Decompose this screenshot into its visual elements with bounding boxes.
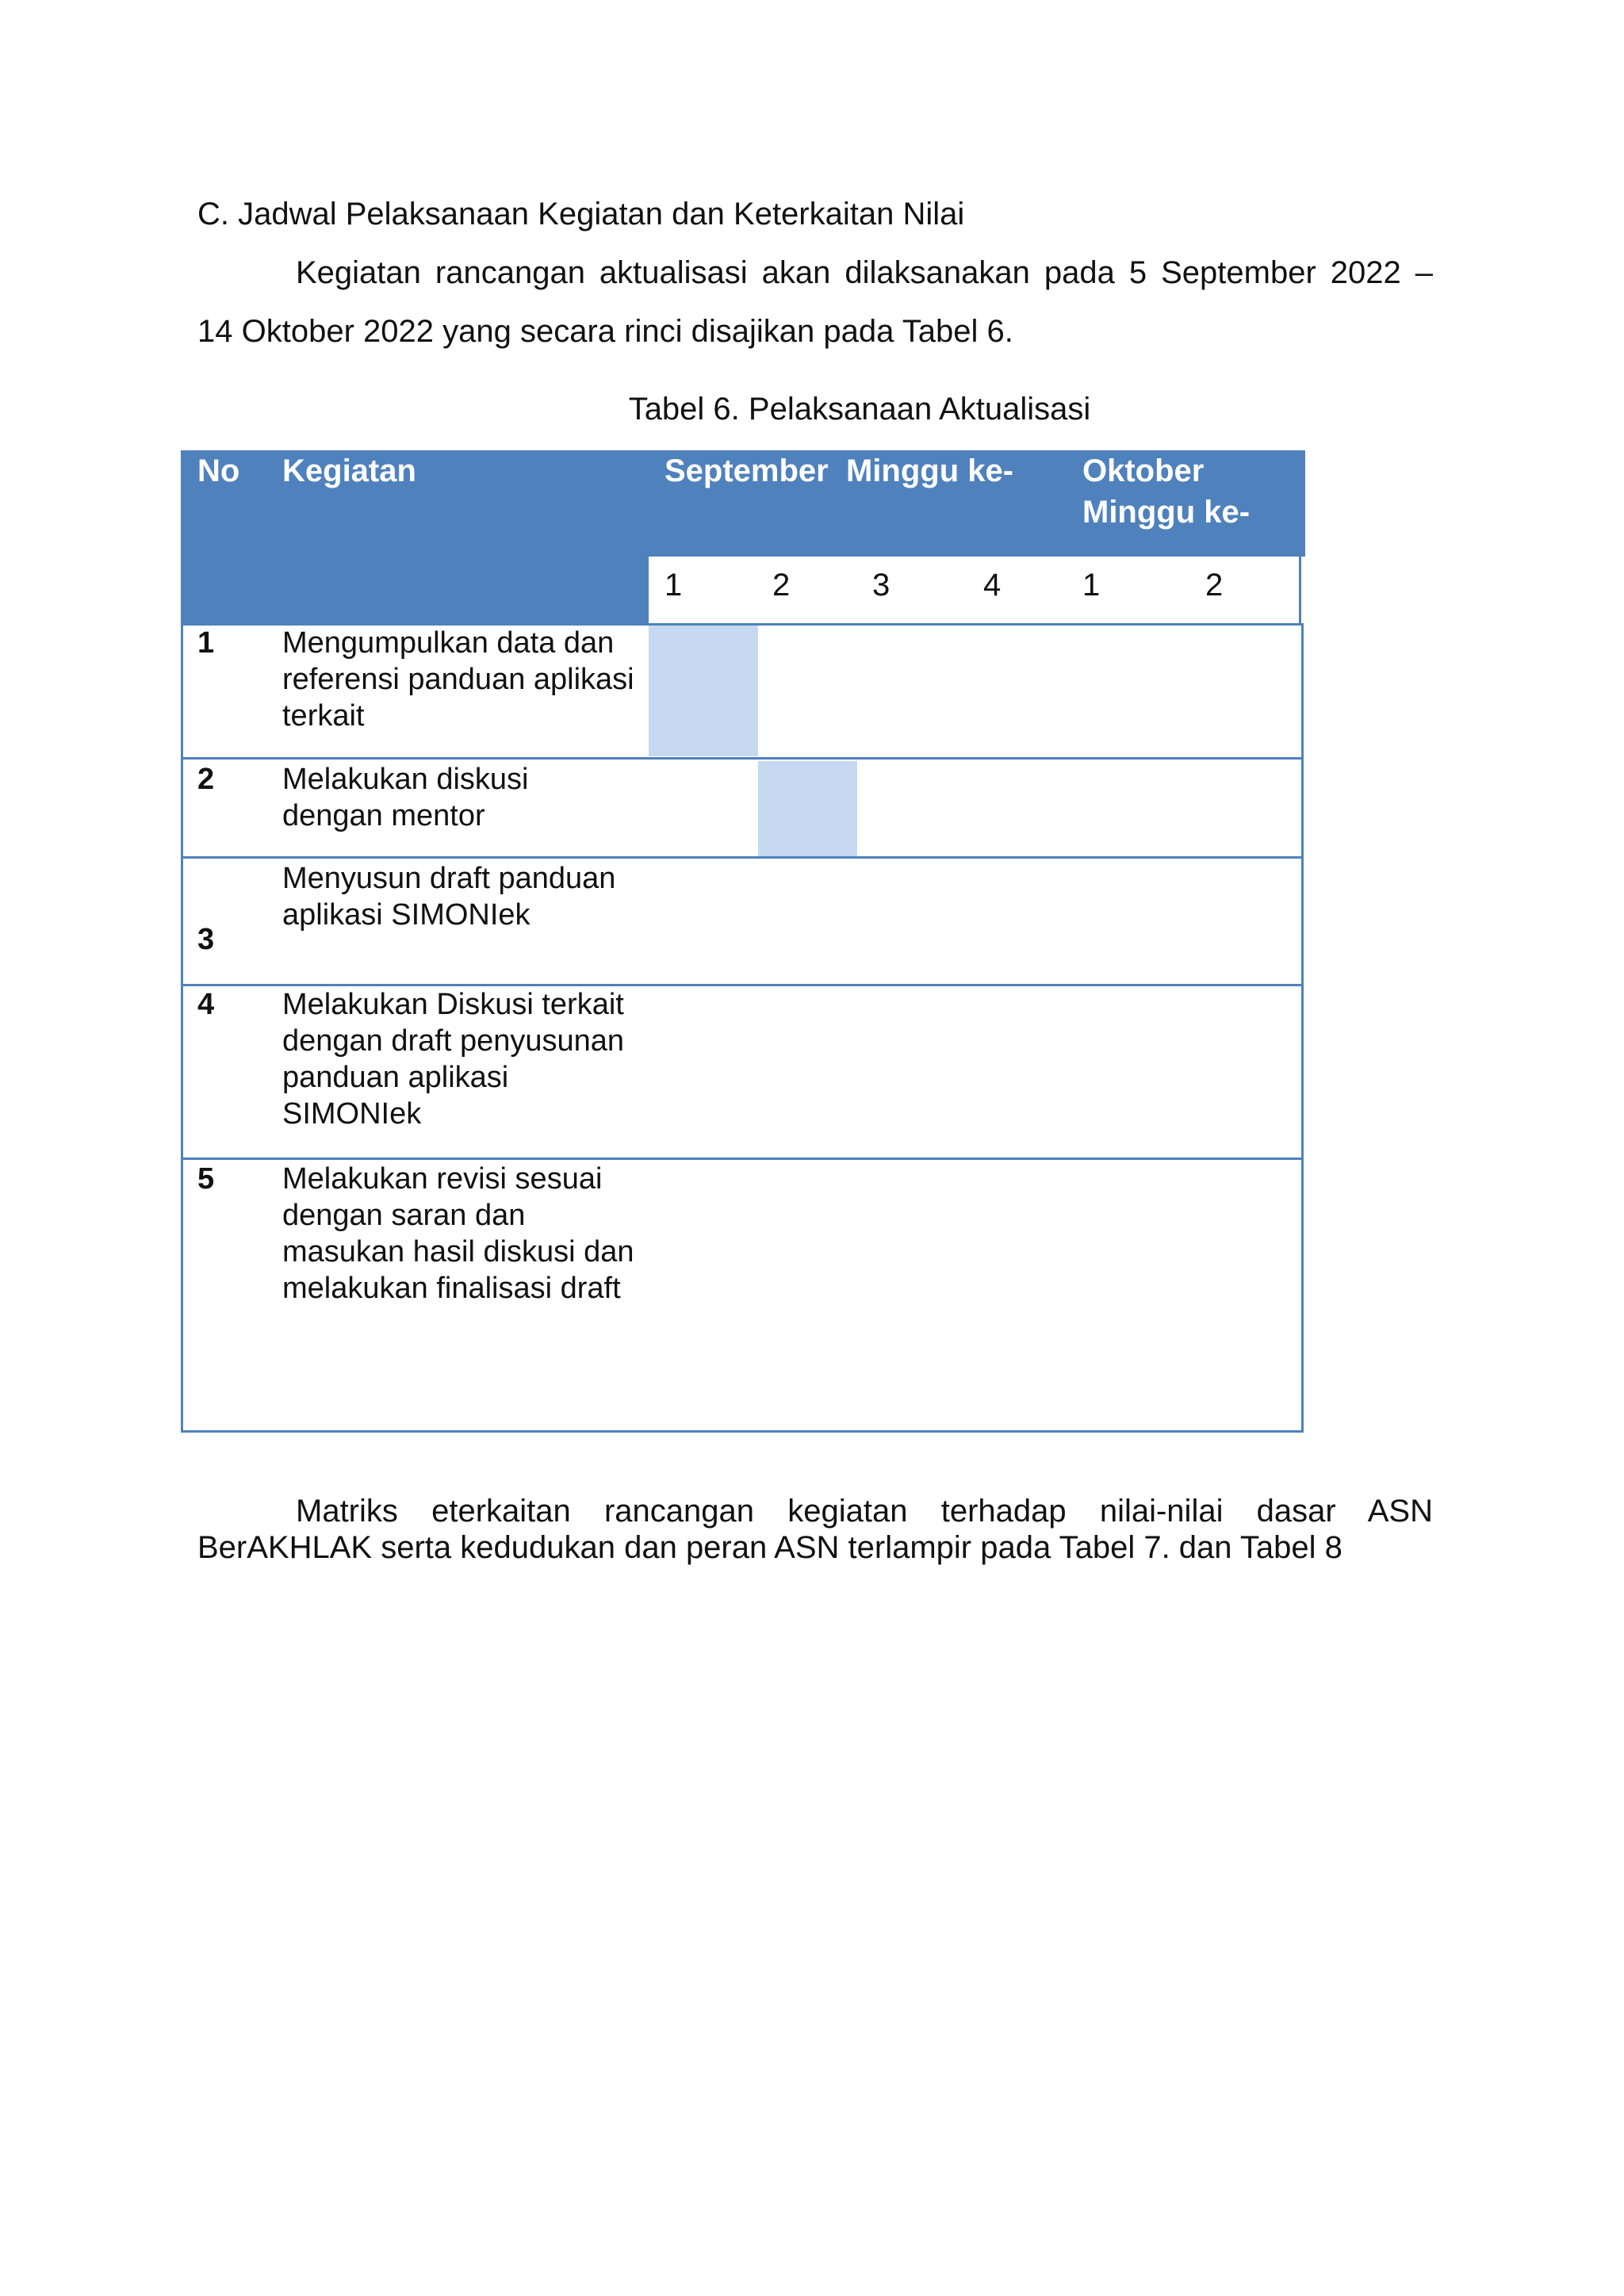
week-sep-3: 3: [872, 568, 891, 603]
row-5-number: 5: [197, 1162, 215, 1196]
row-2-activity: Melakukan diskusi dengan mentor: [282, 763, 529, 832]
row-4-activity: Melakukan Diskusi terkait dengan draft penyusunan panduan aplikasi SIMONIek: [282, 988, 625, 1131]
row-4-number: 4: [197, 988, 215, 1021]
row-divider: [181, 1158, 1301, 1160]
week-sep-2: 2: [772, 568, 791, 603]
row-3-activity: Menyusun draft panduan aplikasi SIMONIek: [282, 862, 616, 932]
section-heading: C. Jadwal Pelaksanaan Kegiatan dan Keterkaitan Nilai: [197, 197, 965, 232]
header-no: No: [197, 453, 240, 488]
table-header-lower: [181, 557, 649, 623]
table-caption: Tabel 6. Pelaksanaan Aktualisasi: [628, 392, 1091, 427]
intro-line-1: Kegiatan rancangan aktualisasi akan dilaksanakan pada 5 September 2022 –: [296, 255, 1433, 290]
header-kegiatan: Kegiatan: [282, 453, 416, 488]
header-oktober-minggu: Minggu ke-: [1082, 495, 1251, 530]
row-5-activity: Melakukan revisi sesuai dengan saran dan masukan hasil diskusi dan melakukan finalisasi draft: [282, 1162, 634, 1305]
row-2-number: 2: [197, 763, 215, 796]
row-1-activity: Mengumpulkan data dan referensi panduan aplikasi terkait: [282, 626, 634, 733]
closing-line-1: Matriks eterkaitan rancangan kegiatan terhadap nilai-nilai dasar ASN: [296, 1494, 1433, 1529]
row-2-active-week-cell: [758, 761, 857, 856]
week-okt-2: 2: [1205, 568, 1224, 603]
week-okt-1: 1: [1082, 568, 1101, 603]
header-oktober: Oktober: [1082, 453, 1205, 488]
intro-line-2: 14 Oktober 2022 yang secara rinci disajikan pada Tabel 6.: [197, 314, 1013, 349]
row-divider: [181, 757, 1301, 760]
closing-line-2: BerAKHLAK serta kedudukan dan peran ASN terlampir pada Tabel 7. dan Tabel 8: [197, 1530, 1342, 1565]
week-number-row: [649, 557, 1301, 623]
week-sep-4: 4: [983, 568, 1002, 603]
row-1-number: 1: [197, 626, 215, 660]
table-header: [181, 450, 1305, 557]
row-3-number: 3: [197, 923, 215, 956]
row-1-active-week-cell: [649, 626, 758, 756]
header-september: September Minggu ke-: [665, 453, 1014, 488]
week-sep-1: 1: [665, 568, 683, 603]
row-divider: [181, 856, 1301, 859]
